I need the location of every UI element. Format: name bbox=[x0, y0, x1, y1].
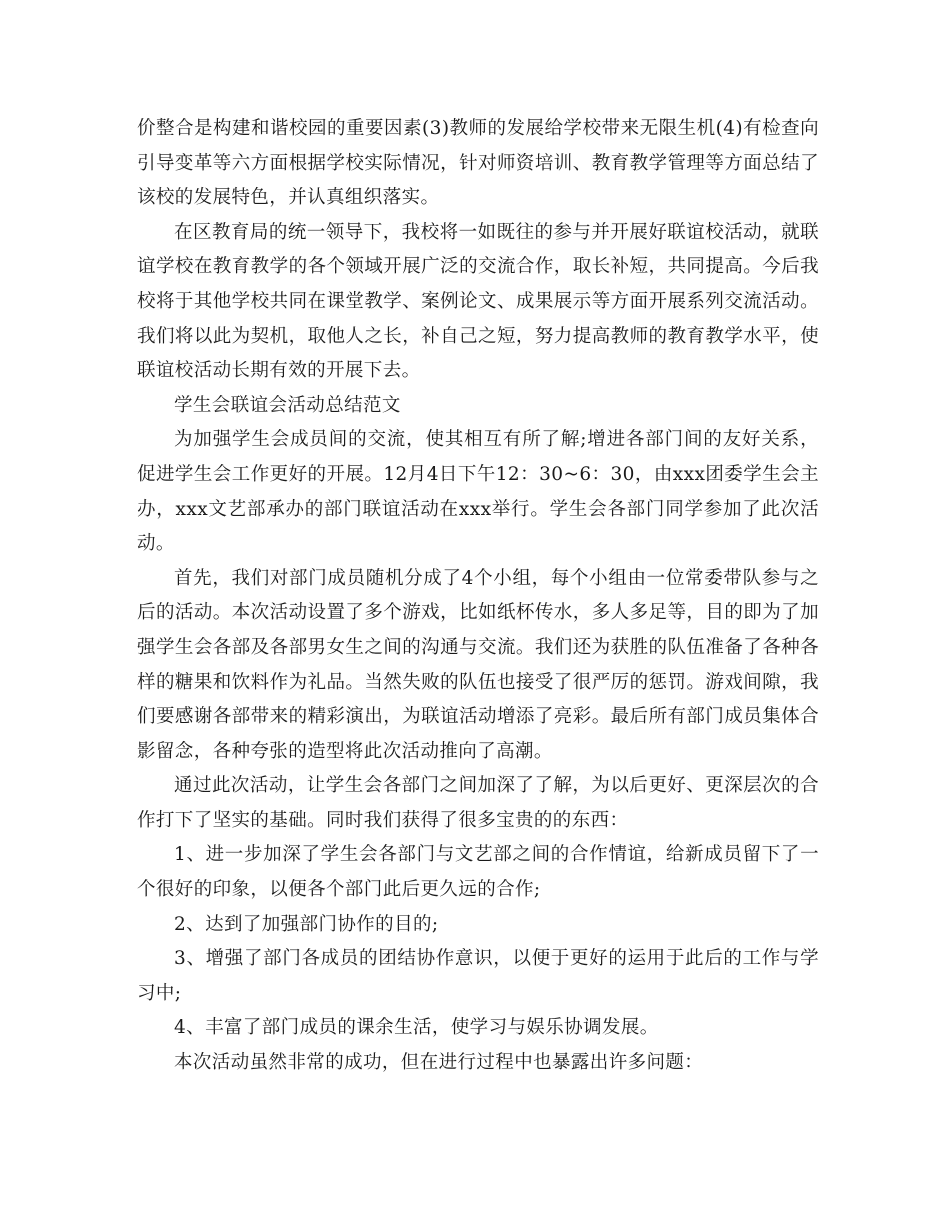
paragraph-alliance-plan: 在区教育局的统一领导下，我校将一如既往的参与并开展好联谊校活动，就联谊学校在教育教学的各个领域开展广泛的交流合作，取长补短，共同提高。今后我校将于其他学校共同在课堂教学、案例论文、成果展示等方面开展系列交流活动。我们将以此为契机，取他人之长，补自己之短，努力提高教师的教育教学水平，使联谊校活动长期有效的开展下去。 bbox=[137, 221, 819, 382]
list-item-1: 1、进一步加深了学生会各部门与文艺部之间的合作情谊，给新成员留下了一个很好的印象，以便各个部门此后更久远的合作; bbox=[137, 844, 819, 901]
paragraph-problems-intro: 本次活动虽然非常的成功，但在进行过程中也暴露出许多问题： bbox=[174, 1052, 704, 1074]
list-item-2: 2、达到了加强部门协作的目的; bbox=[174, 913, 439, 935]
list-item-3: 3、增强了部门各成员的团结协作意识，以便于更好的运用于此后的工作与学习中; bbox=[137, 948, 819, 1004]
paragraph-continuation: 价整合是构建和谐校园的重要因素(3)教师的发展给学校带来无限生机(4)有检查向引导变革等六方面根据学校实际情况，针对师资培训、教育教学管理等方面总结了该校的发展特色，并认真组织落实。 bbox=[137, 118, 819, 209]
list-item-4: 4、丰富了部门成员的课余生活，使学习与娱乐协调发展。 bbox=[174, 1017, 659, 1039]
paragraph-event-intro: 为加强学生会成员间的交流，使其相互有所了解;增进各部门间的友好关系，促进学生会工作更好的开展。12月4日下午12：30~6：30，由xxx团委学生会主办，xxx文艺部承办的部门联谊活动在xxx举行。学生会各部门同学参加了此次活动。 bbox=[137, 429, 819, 555]
paragraph-event-outcome: 通过此次活动，让学生会各部门之间加深了了解，为以后更好、更深层次的合作打下了坚实的基础。同时我们获得了很多宝贵的的东西： bbox=[137, 775, 819, 831]
document-body bbox=[137, 112, 819, 1081]
paragraph-event-activities: 首先，我们对部门成员随机分成了4个小组，每个小组由一位常委带队参与之后的活动。本次活动设置了多个游戏，比如纸杯传水，多人多足等，目的即为了加强学生会各部及各部男女生之间的沟通与交流。我们还为获胜的队伍准备了各种各样的糖果和饮料作为礼品。当然失败的队伍也接受了很严厉的惩罚。游戏间隙，我们要感谢各部带来的精彩演出，为联谊活动增添了亮彩。最后所有部门成员集体合影留念，各种夸张的造型将此次活动推向了高潮。 bbox=[137, 567, 819, 762]
section-heading: 学生会联谊会活动总结范文 bbox=[174, 394, 401, 416]
